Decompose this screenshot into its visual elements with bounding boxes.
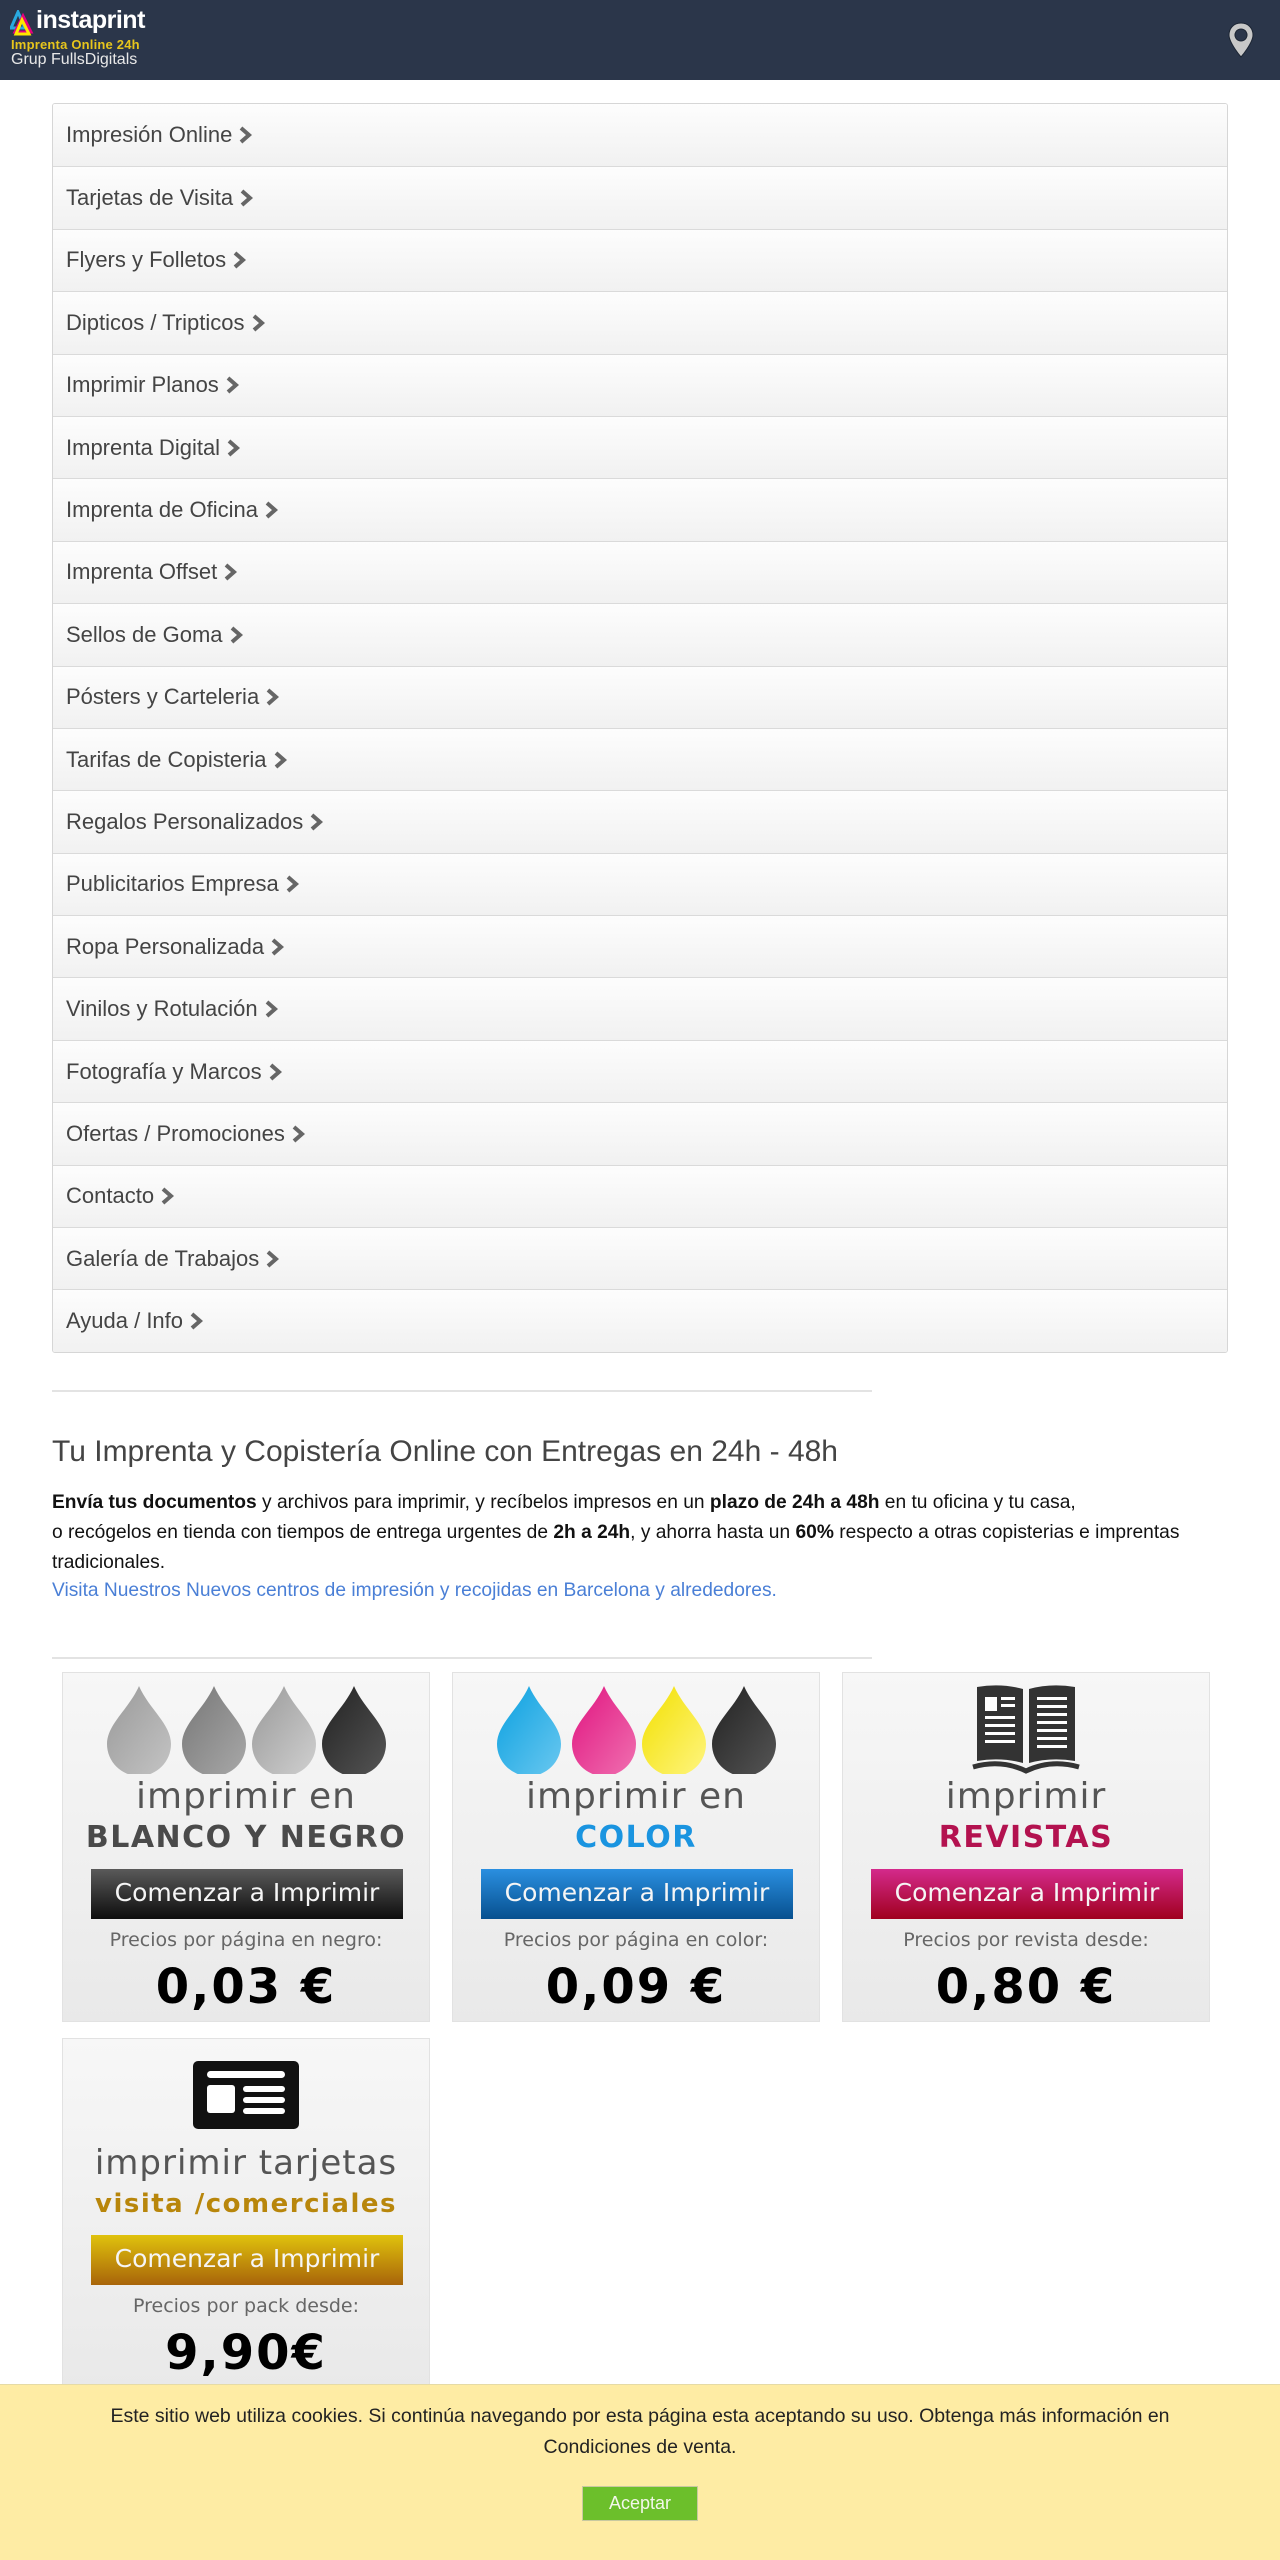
- card-subtitle: BLANCO Y NEGRO: [85, 1820, 407, 1855]
- start-printing-button[interactable]: Comenzar a Imprimir: [481, 1869, 793, 1919]
- logo-subtitle: Grup FullsDigitals: [11, 51, 138, 68]
- card-price: 0,09 €: [545, 1959, 727, 2015]
- intro-paragraph: [52, 1488, 1232, 1578]
- ink-drops-cmyk-icon: [453, 1681, 819, 1777]
- menu-item-label: Ofertas / Promociones: [66, 1120, 285, 1146]
- start-printing-button[interactable]: Comenzar a Imprimir: [871, 1869, 1183, 1919]
- logo-tagline: Imprenta Online 24h: [11, 37, 140, 52]
- card-title: imprimir tarjetas: [94, 2143, 398, 2183]
- card-price-note: Precios por página en negro:: [109, 1929, 383, 1951]
- card-subtitle: visita /comerciales: [95, 2189, 397, 2219]
- menu-item-regalos-personalizados[interactable]: [53, 790, 1227, 852]
- product-card-color[interactable]: [452, 1672, 820, 2022]
- page-heading: Tu Imprenta y Copistería Online con Entregas en 24h - 48h: [52, 1435, 838, 1468]
- menu-item-imprenta-de-oficina[interactable]: [53, 478, 1227, 540]
- divider: [52, 1657, 872, 1659]
- intro-text: y archivos para imprimir, y recíbelos impresos en un: [256, 1492, 710, 1513]
- menu-item-imprenta-digital[interactable]: [53, 416, 1227, 478]
- chevron-right-icon: [265, 1249, 279, 1269]
- start-printing-button[interactable]: Comenzar a Imprimir: [91, 1869, 403, 1919]
- chevron-right-icon: [232, 250, 246, 270]
- chevron-right-icon: [264, 999, 278, 1019]
- menu-item-label: Galería de Trabajos: [66, 1245, 260, 1271]
- menu-item-label: Publicitarios Empresa: [66, 871, 279, 897]
- card-price-note: Precios por página en color:: [503, 1929, 769, 1951]
- card-subtitle: COLOR: [575, 1820, 697, 1855]
- intro-bold: Envía tus documentos: [52, 1492, 257, 1513]
- divider: [52, 1390, 872, 1392]
- chevron-right-icon: [229, 625, 243, 645]
- chevron-right-icon: [291, 1124, 305, 1144]
- intro-bold: plazo de 24h a 48h: [709, 1492, 880, 1513]
- menu-item-label: Regalos Personalizados: [66, 808, 304, 834]
- menu-item-fotografia-y-marcos[interactable]: [53, 1040, 1227, 1102]
- menu-item-tarifas-de-copisteria[interactable]: [53, 728, 1227, 790]
- menu-item-label: Imprimir Planos: [66, 372, 219, 398]
- menu-item-ofertas-promociones[interactable]: [53, 1102, 1227, 1164]
- card-price: 9,90€: [165, 2325, 327, 2381]
- chevron-right-icon: [309, 812, 323, 832]
- menu-item-publicitarios-empresa[interactable]: [53, 853, 1227, 915]
- menu-item-tarjetas-de-visita[interactable]: [53, 166, 1227, 228]
- chevron-right-icon: [251, 313, 265, 333]
- menu-item-label: Sellos de Goma: [66, 621, 223, 647]
- menu-item-label: Ayuda / Info: [66, 1308, 184, 1334]
- intro-text: , y ahorra hasta un: [630, 1522, 796, 1543]
- menu-item-label: Flyers y Folletos: [66, 247, 227, 273]
- menu-item-label: Contacto: [66, 1183, 155, 1209]
- card-subtitle: REVISTAS: [938, 1820, 1114, 1855]
- card-price-note: Precios por pack desde:: [132, 2295, 360, 2317]
- location-button[interactable]: [1226, 20, 1256, 60]
- chevron-right-icon: [189, 1311, 203, 1331]
- menu-item-label: Fotografía y Marcos: [66, 1058, 262, 1084]
- cookie-message: Este sitio web utiliza cookies. Si continúa navegando por esta página esta aceptando su uso. Obtenga más información en Condiciones de venta.: [110, 2405, 1170, 2458]
- business-card-icon: [63, 2047, 429, 2143]
- chevron-right-icon: [268, 1062, 282, 1082]
- menu-item-posters-y-carteleria[interactable]: [53, 666, 1227, 728]
- intro-text: o recógelos en tienda con tiempos de entrega urgentes de: [52, 1522, 554, 1543]
- card-price: 0,80 €: [935, 1959, 1117, 2015]
- logo[interactable]: [10, 6, 170, 72]
- product-card-magazines[interactable]: [842, 1672, 1210, 2022]
- menu-item-label: Imprenta Digital: [66, 434, 221, 460]
- chevron-right-icon: [273, 750, 287, 770]
- product-card-black-white[interactable]: [62, 1672, 430, 2022]
- menu-item-label: Impresión Online: [66, 122, 233, 148]
- category-menu: [52, 103, 1228, 1353]
- card-price: 0,03 €: [155, 1959, 337, 2015]
- card-title: imprimir en: [135, 1776, 356, 1817]
- menu-item-dipticos-tripticos[interactable]: [53, 291, 1227, 353]
- chevron-right-icon: [223, 562, 237, 582]
- menu-item-flyers-y-folletos[interactable]: [53, 229, 1227, 291]
- intro-bold: 60%: [795, 1522, 834, 1543]
- menu-item-label: Tarjetas de Visita: [66, 185, 234, 211]
- intro-text: respecto a otras copisterias e imprentas tradicionales.: [52, 1522, 1180, 1573]
- chevron-right-icon: [238, 125, 252, 145]
- card-price-note: Precios por revista desde:: [903, 1929, 1149, 1951]
- card-title: imprimir: [945, 1776, 1107, 1817]
- menu-item-contacto[interactable]: [53, 1165, 1227, 1227]
- menu-item-imprimir-planos[interactable]: [53, 354, 1227, 416]
- menu-item-vinilos-y-rotulacion[interactable]: [53, 977, 1227, 1039]
- menu-item-ropa-personalizada[interactable]: [53, 915, 1227, 977]
- top-header: [0, 0, 1280, 80]
- menu-item-sellos-de-goma[interactable]: [53, 603, 1227, 665]
- cookie-banner: [0, 2384, 1280, 2560]
- menu-item-galeria-de-trabajos[interactable]: [53, 1227, 1227, 1289]
- barcelona-centers-link[interactable]: Visita Nuestros Nuevos centros de impresión y recojidas en Barcelona y alrededores.: [52, 1580, 777, 1601]
- menu-item-imprenta-offset[interactable]: [53, 541, 1227, 603]
- chevron-right-icon: [226, 438, 240, 458]
- menu-item-label: Ropa Personalizada: [66, 933, 265, 959]
- chevron-right-icon: [264, 500, 278, 520]
- logo-triangle-icon: [10, 10, 36, 36]
- logo-name: instaprint: [36, 6, 145, 34]
- menu-item-ayuda-info[interactable]: [53, 1289, 1227, 1351]
- menu-item-label: Imprenta Offset: [66, 559, 218, 585]
- accept-cookies-button[interactable]: Aceptar: [582, 2486, 698, 2521]
- open-magazine-icon: [843, 1681, 1209, 1777]
- intro-bold: 2h a 24h: [553, 1522, 631, 1543]
- start-printing-button[interactable]: Comenzar a Imprimir: [91, 2235, 403, 2285]
- chevron-right-icon: [239, 188, 253, 208]
- chevron-right-icon: [285, 874, 299, 894]
- menu-item-label: Imprenta de Oficina: [66, 497, 258, 523]
- menu-item-label: Tarifas de Copisteria: [66, 746, 267, 772]
- product-card-business-cards[interactable]: [62, 2038, 430, 2388]
- chevron-right-icon: [225, 375, 239, 395]
- card-title: imprimir en: [525, 1776, 746, 1817]
- menu-item-impresion-online[interactable]: [53, 104, 1227, 166]
- intro-text: en tu oficina y tu casa,: [879, 1492, 1076, 1513]
- chevron-right-icon: [265, 687, 279, 707]
- ink-drops-gray-icon: [63, 1681, 429, 1777]
- menu-item-label: Pósters y Carteleria: [66, 684, 260, 710]
- chevron-right-icon: [270, 937, 284, 957]
- menu-item-label: Dipticos / Tripticos: [66, 309, 245, 335]
- menu-item-label: Vinilos y Rotulación: [66, 996, 258, 1022]
- chevron-right-icon: [160, 1186, 174, 1206]
- map-marker-icon: [1226, 20, 1256, 60]
